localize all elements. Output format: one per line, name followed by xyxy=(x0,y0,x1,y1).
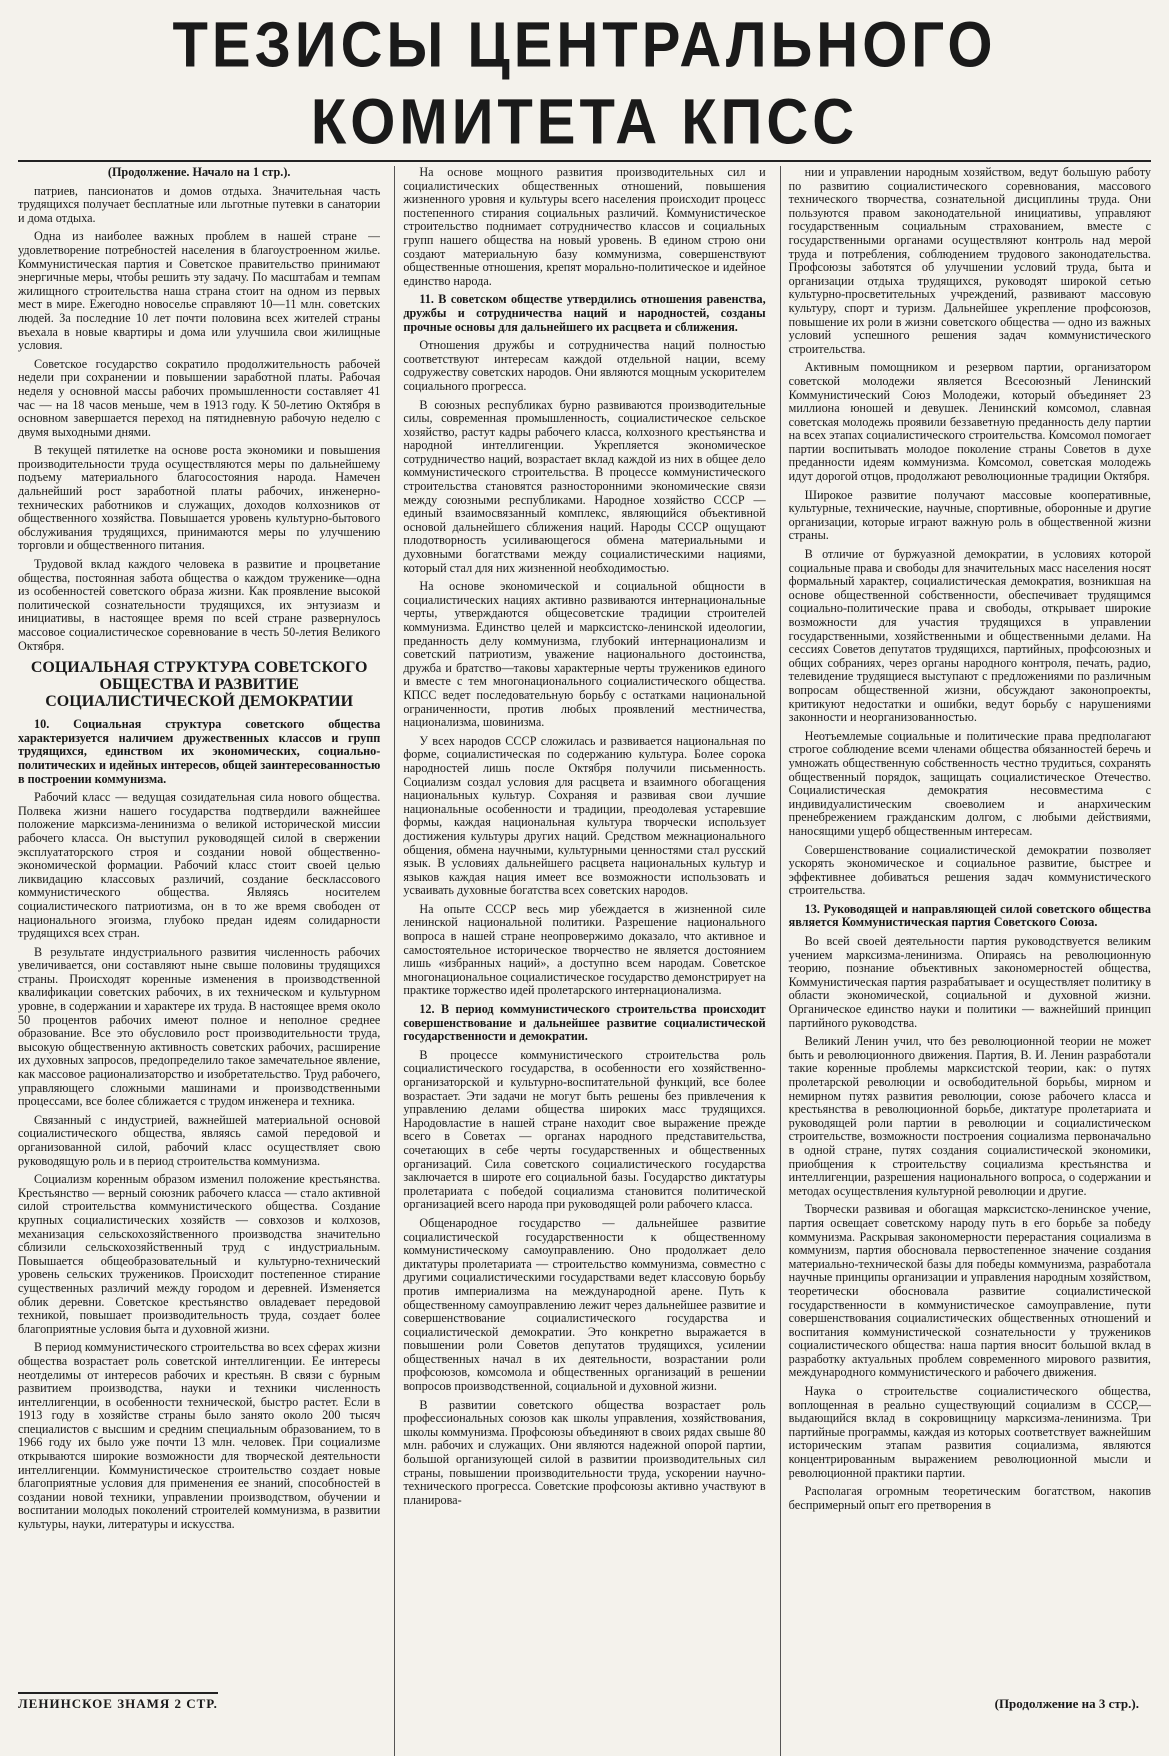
paragraph: патриев, пансионатов и домов отдыха. Значительная часть трудящихся получает бесплатные или льготные путевки в санатории и дома отдыха. xyxy=(18,183,381,225)
paragraph: Наука о строительстве социалистического общества, воплощенная в реально существующий социализм в СССР,—выдающийся вклад в сокровищницу марксизма-ленинизма. Три партийные программы, каждая из которых соответствует важнейшим историческим этапам развития социализма, являются концентрированным выражением революционной мысли и революционной практики партии. xyxy=(788,1384,1151,1480)
paragraph: Совершенствование социалистической демократии позволяет ускорять экономическое и социальное развитие, быстрее и эффективнее добиваться решения задач коммунистического строительства. xyxy=(788,842,1151,898)
paragraph: Трудовой вклад каждого человека в развитие и процветание общества, постоянная забота общества о каждом труженике—одна из особенностей советского образа жизни. Как проявление высокой политической сознательности трудящихся, их энтузиазм и инициативы, в настоящее время по всей стране развернулось массовое социалистическое соревнование в честь 50-летия Великого Октября. xyxy=(18,557,381,653)
paragraph: В текущей пятилетке на основе роста экономики и повышения производительности труда осуществляются меры по дальнейшему подъему материального благосостояния народа. Намечен дальнейший рост заработной платы рабочих, инженерно-технических работников и служащих, доходов колхозников от общественного хозяйства. Повышается уровень культурно-бытового обслуживания трудящихся, принимаются меры по улучшению торговли и общественного питания. xyxy=(18,443,381,553)
paragraph: На основе мощного развития производительных сил и социалистических общественных отношений, повышения жизненного уровня и культуры всего населения происходит процесс постепенного стирания социальных различий. Коммунистическое строительство поднимает сотрудничество классов и социальных групп нашего общества на новый уровень. В едином строю они создают материальную базу коммунизма, совершенствуют общественные отношения, крепят морально-политическое и идейное единство народа. xyxy=(403,166,766,288)
column-1 xyxy=(18,166,380,1756)
paragraph: Советское государство сократило продолжительность рабочей недели при сохранении и повышении заработной платы. Рабочая неделя у основной массы рабочих промышленности составляет 41 час — на 18 часов меньше, чем в 1913 году. К 50-летию Октября в основном завершается переход на пятидневную рабочую неделю с двумя выходными днями. xyxy=(18,356,381,439)
paragraph: В отличие от буржуазной демократии, в условиях которой социальные права и свободы для значительных масс населения носят формальный характер, социалистическая демократия, возникшая на основе общественной собственности, обеспечивает трудящимся социально-политические права и свободы, открывает широкие возможности для участия трудящихся в управлении государственными, хозяйственными и общественными делами. На сессиях Советов депутатов трудящихся, партийных, профсоюзных и общих собраниях, через органы народного контроля, печать, радио, телевидение трудящиеся выступают с предложениями по различным вопросам общественной жизни, обсуждают законопроекты, критикуют недостатки и ошибки, ведут борьбу с нарушениями законности и неорганизованностью. xyxy=(788,547,1151,725)
column-2 xyxy=(394,166,765,1756)
article-columns xyxy=(18,160,1151,1756)
section-heading: СОЦИАЛЬНАЯ СТРУКТУРА СОВЕТСКОГО ОБЩЕСТВА И РАЗВИТИЕ СОЦИАЛИСТИЧЕСКОЙ ДЕМОКРАТИИ xyxy=(30,659,368,711)
paragraph: Великий Ленин учил, что без революционной теории не может быть и революционного движения. Партия, В. И. Ленин разработали такие коренные проблемы марксистской теории, как: о путях пролетарской революции и освободительной борьбы, мирном и немирном путях развития революции, союзе рабочего класса и крестьянства в революционной борьбе, диктатуре пролетариата и руководящей роли партии в революции и социалистическом строительстве, возможности построения социализма первоначально в одной стране, путях создания социалистической экономики, приобщения к строительству социализма крестьянства и интеллигенции, разрешения национального вопроса, о содержании и методах осуществления культурной революции и другие. xyxy=(788,1034,1151,1198)
headline: ТЕЗИСЫ ЦЕНТРАЛЬНОГО КОМИТЕТА КПСС xyxy=(172,9,997,158)
paragraph: Располагая огромным теоретическим богатством, накопив беспримерный опыт его претворения в xyxy=(788,1484,1151,1512)
paragraph: нии и управлении народным хозяйством, ведут большую работу по развитию социалистического соревнования, массового технического творчества, сознательной дисциплины труда. Они пользуются правом законодательной инициативы, управляют государственным социальным страхованием, вместе с государственными органами осуществляют контроль над мерой труда и потребления, соблюдением трудового законодательства. Профсоюзы заботятся об улучшении условий труда, быта и организации отдыха трудящихся, руководят широкой сетью культурно-просветительных учреждений, развивают массовую культуру, спорт и туризм. Дальнейшее укрепление профсоюзов, повышение их роли в жизни советского общества — одно из важных условий успешного решения задач коммунистического строительства. xyxy=(788,166,1151,356)
paragraph: В союзных республиках бурно развиваются производительные силы, современная промышленность, социалистическое сельское хозяйство, растут кадры рабочего класса, колхозного крестьянства и народной интеллигенции. Укрепляется экономическое сотрудничество наций, возрастает вклад каждой из них в общее дело коммунистического строительства. В процессе коммунистического строительства становятся разносторонними экономические связи между союзными республиками. Народное хозяйство СССР — единый взаимосвязанный комплекс, являющийся объективной основой дальнейшего сближения наций. Народы СССР ощущают плодотворность усиливающегося обмена материальными и духовными богатствами между социалистическими нациями, который стал для них жизненной необходимостью. xyxy=(403,397,766,575)
column-3 xyxy=(780,166,1151,1756)
paragraph: В развитии советского общества возрастает роль профессиональных союзов как школы управления, хозяйствования, школы коммунизма. Профсоюзы объединяют в своих рядах свыше 80 млн. рабочих и служащих. Они являются надежной опорой партии, большой организующей силой в развитии производительных сил страны, повышении производительности труда, ускорении научно-технического прогресса. Советские профсоюзы активно участвуют в планирова- xyxy=(403,1397,766,1507)
paragraph: Творчески развивая и обогащая марксистско-ленинское учение, партия освещает советскому народу путь в его борьбе за победу коммунизма. Раскрывая закономерности перерастания социализма в коммунизм, партия обосновала первостепенное значение создания материально-технической базы для победы коммунизма, разработала научные принципы организации и управления народным хозяйством, теоретически обосновала развитие социалистической государственности в коммунистическое самоуправление, пути совершенствования социалистических общественных отношений и воспитания коммунистической сознательности у тружеников социалистического общества: наша партия вносит большой вклад в разработку актуальных проблем современного мирового развития, международного коммунистического и рабочего движения. xyxy=(788,1202,1151,1380)
paragraph: В период коммунистического строительства во всех сферах жизни общества возрастает роль советской интеллигенции. Ее интересы неотделимы от интересов рабочих и крестьян. В связи с бурным развитием производства, науки и техники численность интеллигенции, в особенности технической, быстро растет. Если в 1913 году в хозяйстве страны было занято около 200 тысяч специалистов с высшим и средним специальным образованием, то в 1966 году их было уже почти 13 млн. человек. При социализме открываются широкие возможности для творческой деятельности интеллигенции. Коммунистическое строительство создает новые благоприятные условия для применения ее знаний, способностей в создании новой техники, управлении производством, обучении и воспитании молодых поколений строителей коммунизма, в развитии культуры, науки, литературы и искусства. xyxy=(18,1340,381,1532)
continuation-note: (Продолжение. Начало на 1 стр.). xyxy=(107,166,291,179)
thesis-lead: 10. Социальная структура советского общества характеризуется наличием дружественных классов и групп трудящихся, единством их экономических, социально-политических и идейных интересов, общей заинтересованностью в построении коммунизма. xyxy=(18,717,381,786)
thesis-lead: 12. В период коммунистического строительства происходит совершенствование и дальнейшее развитие социалистической государственности и демократии. xyxy=(403,1002,766,1044)
paragraph: В процессе коммунистического строительства роль социалистического государства, в особенности его хозяйственно-организаторской и культурно-воспитательной функций, все более возрастает. Эти задачи не могут быть решены без привлечения к управлению делами общества широких масс трудящихся. Народовластие в нашей стране находит свое выражение прежде всего в Советах — органах народного представительства, сочетающих в себе черты государственных и общественных организаций. Сила советского социалистического государства заключается в широте его социальной базы. Государство диктатуры пролетариата с победой социализма становится политической организацией всего народа при руководящей роли рабочего класса. xyxy=(403,1047,766,1212)
newspaper-page xyxy=(0,9,1169,1726)
paragraph: Отношения дружбы и сотрудничества наций полностью соответствуют интересам каждой отдельной нации, всему содружеству советских народов. Они являются мощным ускорителем социального прогресса. xyxy=(403,338,766,393)
thesis-lead: 13. Руководящей и направляющей силой советского общества является Коммунистическая партия Советского Союза. xyxy=(788,901,1151,930)
paragraph: Социализм коренным образом изменил положение крестьянства. Крестьянство — верный союзник рабочего класса — стало активной силой строительства коммунистического общества. Создание крупных социалистических хозяйств — совхозов и колхозов, механизация сельскохозяйственного производства значительно сблизили сельскохозяйственный труд с индустриальным. Повышается общеобразовательный и культурно-технический уровень сельских тружеников. Происходит постепенное стирание существенных различий между городом и деревней. Изменяется облик деревни. Советское крестьянство овладевает передовой техникой, повышает производительность труда, создает более благоприятные условия быта и духовной жизни. xyxy=(18,1172,381,1336)
paragraph: В результате индустриального развития численность рабочих увеличивается, они составляют ныне свыше половины трудящихся страны. Происходят коренные изменения в производственной квалификации советских рабочих, в их техническом и культурном уровне, в содержании и характере их труда. В настоящее время около 50 процентов рабочих имеют полное и неполное среднее образование. Все это обусловило рост производительности труда, высокую общественную активность советских рабочих, расширение их духовных запросов, предопределило такое замечательное явление, как массовое рационализаторство и изобретательство. Труд рабочего, управляющего сложными машинами и производственными процессами, все более сближается с трудом инженера и техника. xyxy=(18,944,381,1109)
paragraph: На опыте СССР весь мир убеждается в жизненной силе ленинской национальной политики. Разрешение национального вопроса в нашей стране неопровержимо доказало, что активное и самостоятельное историческое творчество не является достоянием лишь «избранных наций», а доступно всем народам. Советское многонациональное социалистическое государство демонстрирует на практике торжество идей пролетарского интернационализма. xyxy=(403,901,766,998)
page-footer: ЛЕНИНСКОЕ ЗНАМЯ 2 СТР. xyxy=(18,1692,218,1712)
paragraph: Неотъемлемые социальные и политические права предполагают строгое соблюдение всеми членами общества обязанностей беречь и умножать общественную собственность честно трудиться, сохранять общественный порядок, защищать социалистическое Отечество. Социалистическая демократия несовместима с индивидуалистическим своеволием и анархическим пренебрежением гражданским долгом, с любыми действиями, наносящими ущерб общественным интересам. xyxy=(788,728,1151,838)
paragraph: Общенародное государство — дальнейшее развитие социалистической государственности к общественному коммунистическому самоуправлению. Оно продолжает дело диктатуры пролетариата — строительство коммунизма, совместно с другими социалистическими государствами ведет классовую борьбу против империализма на международной арене. Путь к общественному самоуправлению лежит через дальнейшее развитие и совершенствование социалистического государства и социалистической демократии. Это конкретно выражается в повышении роли Советов депутатов трудящихся, усилении общественных начал в их деятельности, возрастании роли профсоюзов, комсомола и общественных организаций в решении вопросов производственной, социальной и духовной жизни. xyxy=(403,1215,766,1394)
paragraph: У всех народов СССР сложилась и развивается национальная по форме, социалистическая по содержанию культура. Более сорока народностей лишь после Октября получили письменность. Социализм создал условия для расцвета и взаимного обогащения национальных культур. Сохраняя и развивая свои лучшие национальные особенности и традиции, преодолевая устаревшие формы, каждая национальная культура творчески использует достижения культуры других наций. Средством межнационального общения, обмена научными, культурными ценностями стал русский язык. В условиях дальнейшего расцвета национальных культур и языков каждая нация имеет все возможности использовать и усваивать духовные богатства всех советских народов. xyxy=(403,733,766,898)
paragraph: Во всей своей деятельности партия руководствуется великим учением марксизма-ленинизма. Опираясь на революционную теорию, познание объективных закономерностей общества, Коммунистическая партия разрабатывает и осуществляет политику в области экономической, социальной и духовной жизни. Органическое единство науки и политики — важнейший принцип партийного руководства. xyxy=(788,934,1151,1030)
paragraph: Широкое развитие получают массовые кооперативные, культурные, технические, научные, спортивные, оборонные и другие организации, которые играют важную роль в общественной жизни страны. xyxy=(788,487,1151,543)
thesis-lead: 11. В советском обществе утвердились отношения равенства, дружбы и сотрудничества наций и народностей, созданы прочные основы для дальнейшего их расцвета и сближения. xyxy=(403,292,766,334)
continuation-footer: (Продолжение на 3 стр.). xyxy=(994,1696,1139,1711)
paragraph: На основе экономической и социальной общности в социалистических нациях активно развиваются интернациональные черты, утверждаются общесоветские традиции строителей коммунизма. Единство целей и марксистско-ленинской идеологии, преданность делу коммунизма, глубокий интернационализм и советский патриотизм, уважение национального достоинства, дружба и братство—таковы характерные черты тружеников единого и вместе с тем многонационального социалистического общества. КПСС ведет последовательную борьбу с остатками национальной ограниченности, против любых проявлений местничества, национализма, шовинизма. xyxy=(403,579,766,730)
paragraph: Одна из наиболее важных проблем в нашей стране —удовлетворение потребностей населения в благоустроенном жилье. Коммунистическая партия и Советское правительство принимают энергичные меры, чтобы решить эту задачу. По масштабам и темпам жилищного строительства наша страна стоит на одном из первых мест в мире. Ежегодно новоселье справляют 10—11 млн. советских людей. За последние 10 лет почти половина всех жителей страны въехала в новые квартиры и дома или улучшила свои жилищные условия. xyxy=(18,229,381,353)
paragraph: Рабочий класс — ведущая созидательная сила нового общества. Полвека жизни нашего государства подтвердили важнейшее положение марксизма-ленинизма о великой исторической миссии рабочего класса. Он выступил руководящей силой в свержении эксплуататорского строя и создании новой общественно-экономической формации. Рабочий класс стоит своей целью ликвидацию классовых различий, создание бесклассового коммунистического общества. Являясь носителем социалистического патриотизма, он в то же время свободен от национального эгоизма, глубоко предан идеям солидарности трудящихся всех стран. xyxy=(18,790,381,941)
paragraph: Активным помощником и резервом партии, организатором советской молодежи является Всесоюзный Ленинский Коммунистический Союз Молодежи, который объединяет 23 миллиона юношей и девушек. Ленинский комсомол, славная советская молодежь проявили беззаветную преданность делу партии на всех этапах социалистического строительства. Комсомол помогает партии воспитывать молодое поколение страны Советов в духе преданности идеям коммунизма. Комсомол, советская молодежь идут дорогой отцов, продолжают революционные традиции Октября. xyxy=(788,360,1151,484)
paragraph: Связанный с индустрией, важнейшей материальной основой социалистического общества, являясь самой передовой и организованной силой, рабочий класс осуществляет свою руководящую роль и в период строительства коммунизма. xyxy=(18,1112,381,1168)
